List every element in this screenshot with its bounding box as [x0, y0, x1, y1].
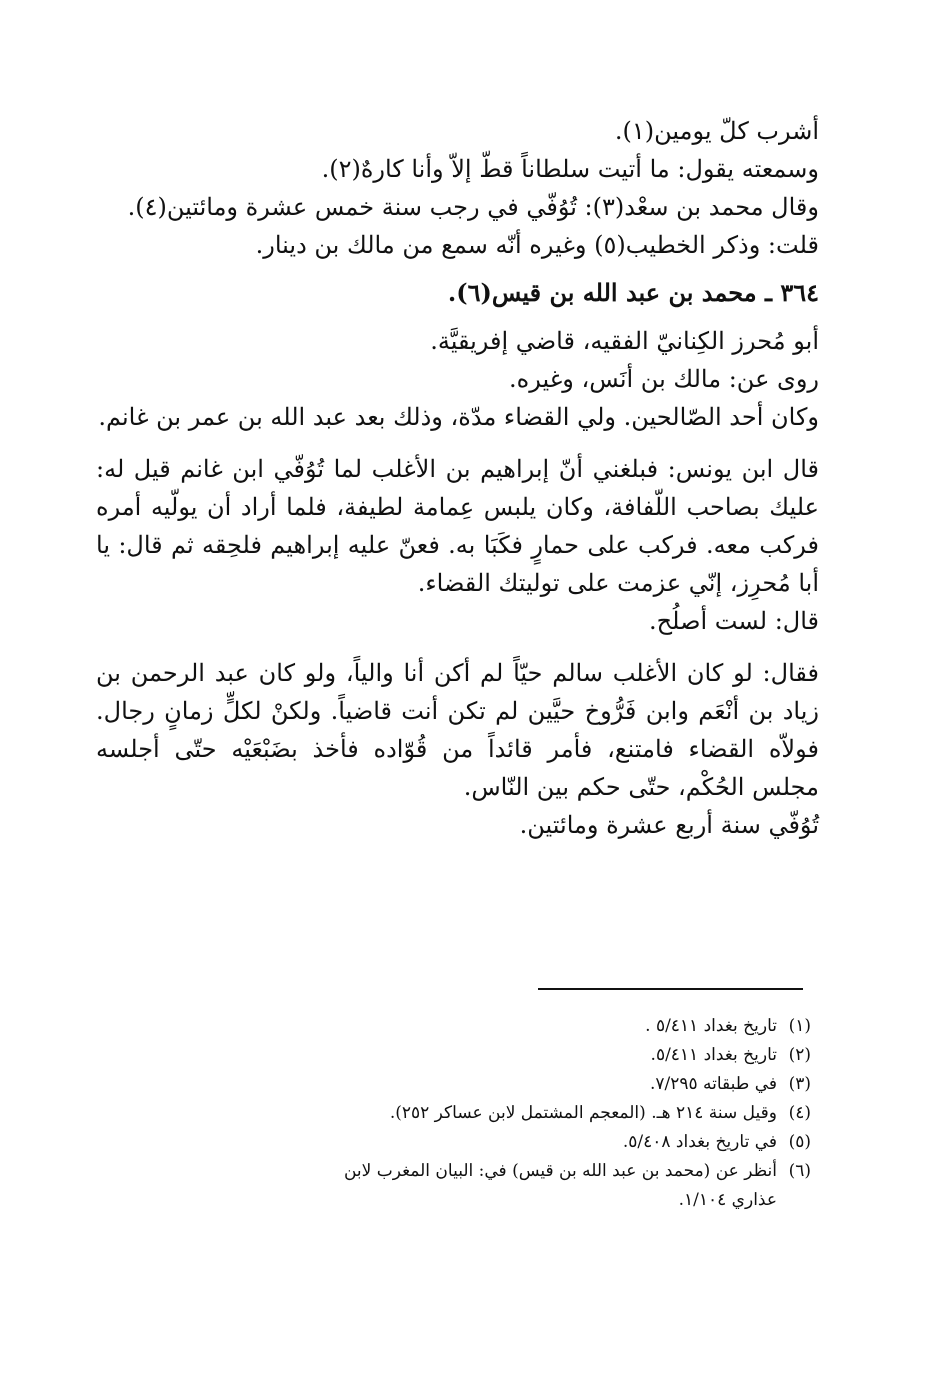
paragraph: فقال: لو كان الأغلب سالم حيّاً لم أكن أنا والياً، ولو كان عبد الرحمن بن زياد بن أنْعَم وابن فَرُّوخ حيَّين لم تكن أنت قاضياً. ولكنْ لكلٍّ زمانٍ رجال. فولاّه القضاء فامتنع، فأمر قائداً من قُوّاده فأخذ بضَبْعَيْه حتّى أجلسه مجلس الحُكْم، حتّى حكم بين النّاس. [96, 659, 819, 801]
paragraph: وقال محمد بن سعْد(٣): تُوُفّي في رجب سنة خمس عشرة ومائتين(٤). [127, 193, 819, 221]
footnote-text: في تاريخ بغداد ٥/٤٠٨. [622, 1132, 777, 1152]
paragraph: قال ابن يونس: فبلغني أنّ إبراهيم بن الأغلب لما تُوُفّي ابن غانم قيل له: عليك بصاحب اللّفافة، وكان يلبس عِمامة لطيفة، فلما أراد أن يولّيه أمره فركب معه. فركب على حمارٍ فكَبَا به. فعنّ عليه إبراهيم فلحِقه ثم قال: يا أبا مُحرِز، إنّي عزمت على توليتك القضاء. [96, 455, 819, 597]
paragraph: وكان أحد الصّالحين. ولي القضاء مدّة، وذلك بعد عبد الله بن عمر بن غانم. [98, 403, 819, 431]
paragraph: قلت: وذكر الخطيب(٥) وغيره أنّه سمع من مالك بن دينار. [255, 231, 819, 259]
footnote-text: أنظر عن (محمد بن عبد الله بن قيس) في: البيان المغرب لابن عذاري ١/١٠٤. [343, 1161, 777, 1210]
footnote-divider [538, 988, 803, 990]
footnote-number: (٤) [788, 1103, 811, 1123]
footnote [300, 1041, 811, 1070]
paragraph: وسمعته يقول: ما أتيت سلطاناً قطّ إلاّ وأنا كارهٌ(٢). [321, 155, 819, 183]
footnote [300, 1012, 811, 1041]
paragraph: قال: لست أصلُح. [649, 607, 819, 635]
footnote-number: (٥) [788, 1132, 811, 1152]
entry-heading: ٣٦٤ ـ محمد بن عبد الله بن قيس(٦). [447, 278, 819, 307]
footnote [300, 1070, 811, 1099]
paragraph: روى عن: مالك بن أنَس، وغيره. [509, 365, 819, 393]
footnote-number: (٦) [788, 1161, 811, 1181]
paragraph: أشرب كلّ يومين(١). [614, 117, 819, 145]
footnote-number: (٢) [788, 1045, 811, 1065]
footnote [300, 1099, 811, 1128]
footnote-number: (١) [788, 1016, 811, 1036]
footnote [300, 1157, 811, 1215]
paragraph: أبو مُحرز الكِنانيّ الفقيه، قاضي إفريقيَّة. [430, 327, 819, 355]
footnote-text: وقيل سنة ٢١٤ هـ. (المعجم المشتمل لابن عساكر ٢٥٢). [389, 1103, 777, 1123]
footnote-number: (٣) [788, 1074, 811, 1094]
main-text [96, 112, 819, 844]
footnote-text: في طبقاته ٧/٢٩٥. [649, 1074, 777, 1094]
footnote-text: تاريخ بغداد ٥/٤١١ . [645, 1016, 777, 1036]
paragraph: تُوُفّي سنة أربع عشرة ومائتين. [519, 811, 819, 839]
footnote-text: تاريخ بغداد ٥/٤١١. [650, 1045, 777, 1065]
footnotes [300, 1012, 811, 1215]
footnote [300, 1128, 811, 1157]
